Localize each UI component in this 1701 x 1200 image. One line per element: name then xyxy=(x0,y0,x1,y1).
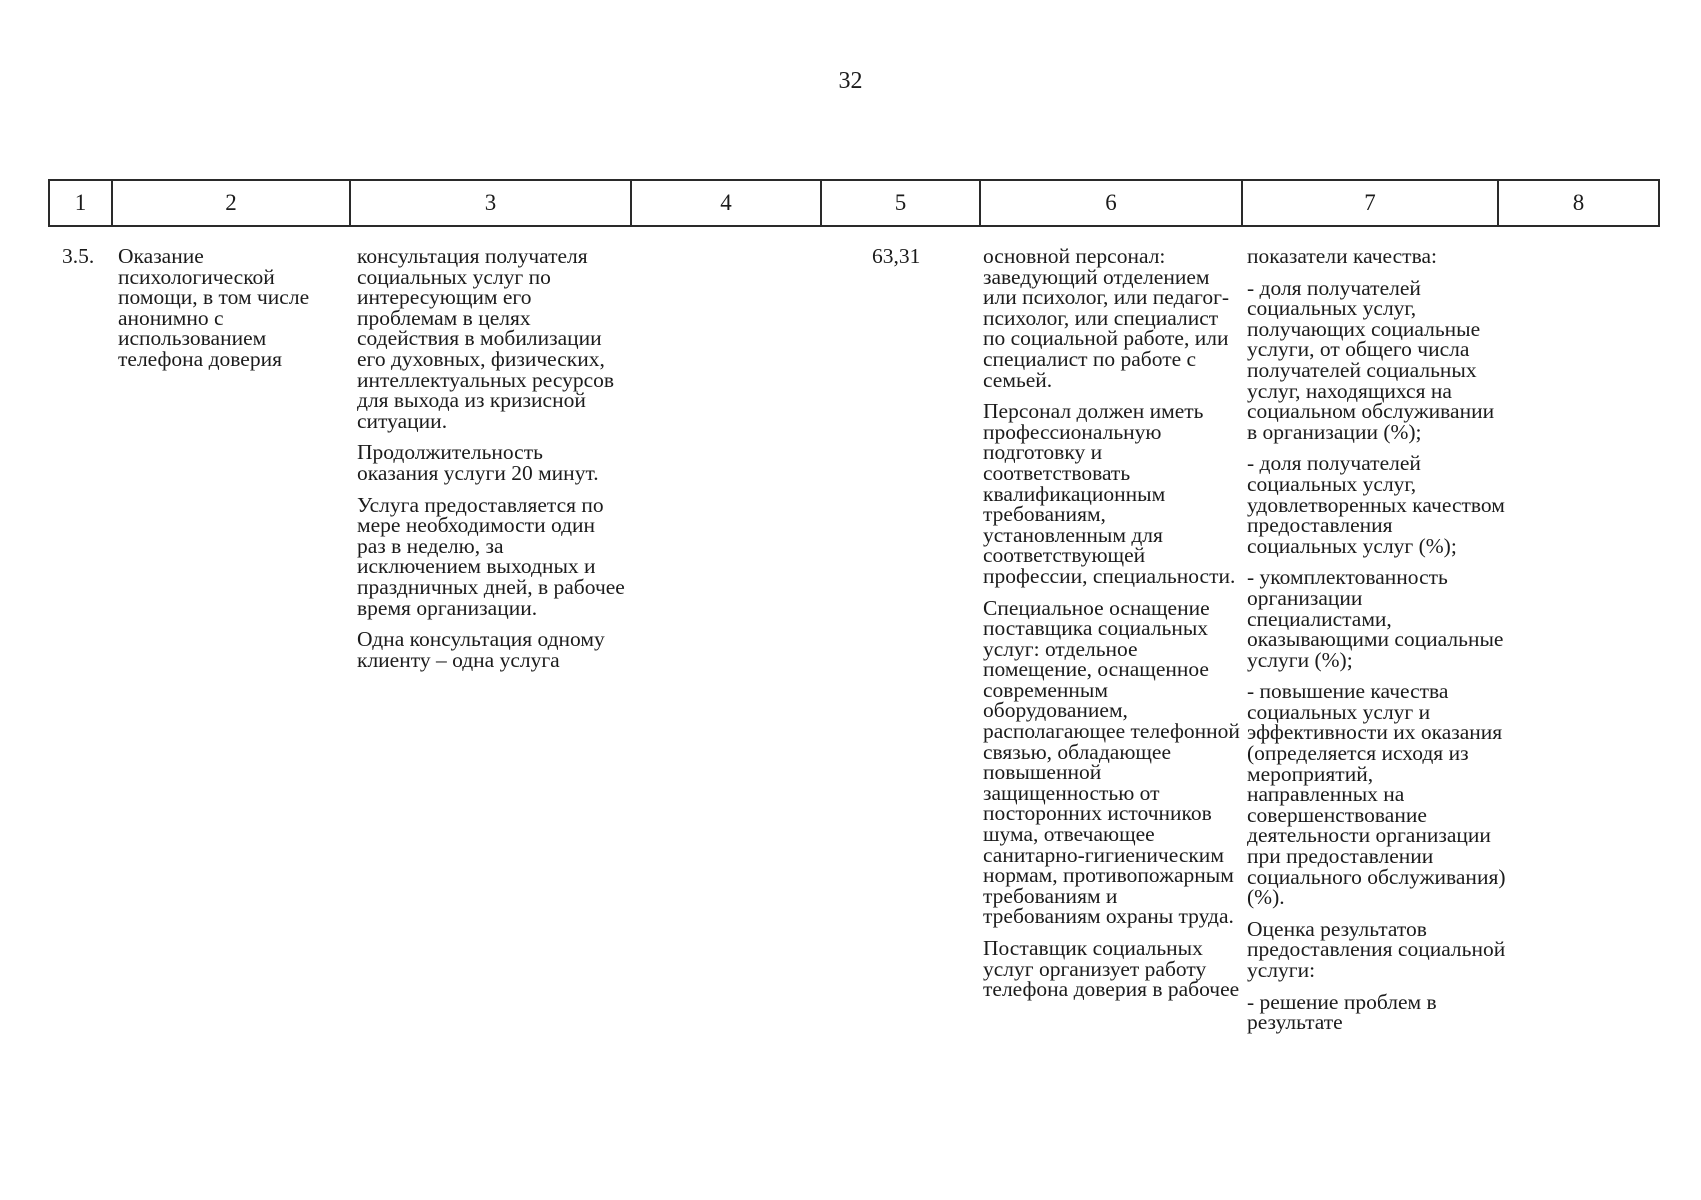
service-name-cell xyxy=(118,246,348,381)
header-cell-4: 4 xyxy=(631,180,821,226)
page-bottom-mask xyxy=(0,1172,1701,1200)
conditions-paragraph: Специальное оснащение поставщика социальных услуг: отдельное помещение, оснащенное современным оборудованием, располагающее телефонной связью, обладающее повышенной защищенностью от посторонних источников шума, отвечающее санитарно-гигиеническим нормам, противопожарным требованиям и требованиям охраны труда. xyxy=(983,595,1240,929)
quality-paragraph: Оценка результатов предоставления социальной услуги: xyxy=(1247,916,1506,982)
row-number: 3.5. xyxy=(62,244,95,268)
quality-paragraph: - решение проблем в результате xyxy=(1247,989,1437,1035)
quality-paragraph: показатели качества: xyxy=(1247,244,1437,268)
quality-indicators-cell xyxy=(1247,246,1507,1044)
page-number: 32 xyxy=(838,68,863,94)
header-cell-1: 1 xyxy=(49,180,112,226)
quality-paragraph: - повышение качества социальных услуг и эффективности их оказания (определяется исходя из мероприятий, направленных на совершенствование деятельности организации при предоставлении социального обслуживания) (%). xyxy=(1247,679,1506,910)
header-cell-7: 7 xyxy=(1242,180,1498,226)
tariff-cell xyxy=(872,246,952,278)
header-cell-8: 8 xyxy=(1498,180,1659,226)
service-description-cell xyxy=(357,246,627,681)
header-cell-5: 5 xyxy=(821,180,980,226)
column-number-header xyxy=(48,179,1660,227)
service-name: Оказание психологической помощи, в том числе анонимно с использованием телефона доверия xyxy=(118,244,310,371)
tariff-value: 63,31 xyxy=(872,244,921,268)
row-number-cell xyxy=(62,246,114,278)
description-paragraph: консультация получателя социальных услуг по интересующим его проблемам в целях содействия в мобилизации его духовных, физических, интеллектуальных ресурсов для выхода из кризисной ситуации. xyxy=(357,244,615,433)
header-cell-6: 6 xyxy=(980,180,1242,226)
conditions-paragraph: Персонал должен иметь профессиональную подготовку и соответствовать квалификационным требованиям, установленным для соответствующей профессии, специальности. xyxy=(983,399,1236,588)
conditions-paragraph: Поставщик социальных услуг организует работу телефона доверия в рабочее xyxy=(983,936,1240,1002)
quality-paragraph: - доля получателей социальных услуг, получающих социальные услуги, от общего числа получателей социальных услуг, находящихся на социальном обслуживании в организации (%); xyxy=(1247,275,1495,444)
quality-paragraph: - укомплектованность организации специалистами, оказывающими социальные услуги (%); xyxy=(1247,565,1504,672)
description-paragraph: Одна консультация одному клиенту – одна услуга xyxy=(357,627,605,672)
quality-paragraph: - доля получателей социальных услуг, удовлетворенных качеством предоставления социальных услуг (%); xyxy=(1247,451,1505,558)
conditions-cell xyxy=(983,246,1240,1011)
description-paragraph: Продолжительность оказания услуги 20 минут. xyxy=(357,440,599,485)
description-paragraph: Услуга предоставляется по мере необходимости один раз в неделю, за исключением выходных и праздничных дней, в рабочее время организации. xyxy=(357,492,625,620)
header-cell-3: 3 xyxy=(350,180,631,226)
conditions-paragraph: основной персонал: заведующий отделением или психолог, или педагог-психолог, или специалист по социальной работе, или специалист по работе с семьей. xyxy=(983,244,1230,392)
header-cell-2: 2 xyxy=(112,180,350,226)
